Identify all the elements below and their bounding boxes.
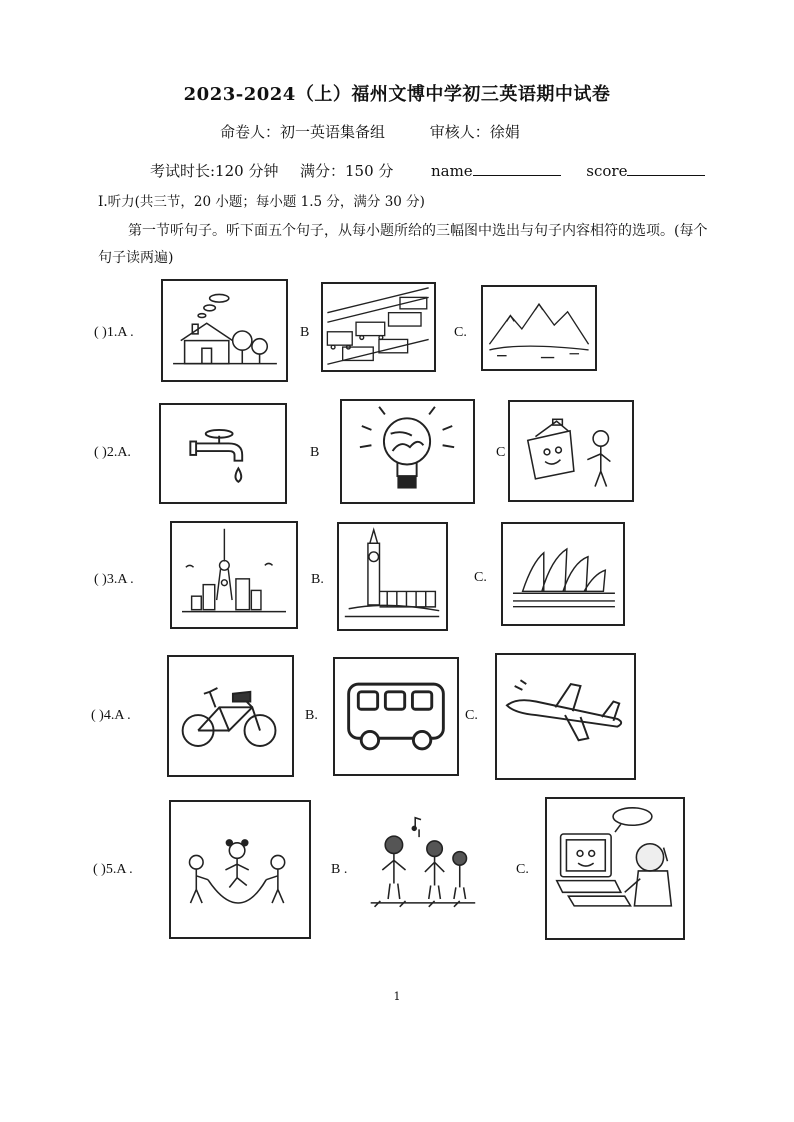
question-3-option-b: B. [311, 572, 324, 587]
name-label: name [430, 162, 473, 180]
question-2-option-c: C [496, 445, 506, 460]
total-score-text: 满分：150 分 [300, 162, 394, 180]
score-label: score [586, 162, 628, 180]
house-icon[interactable] [161, 279, 288, 382]
author-line [220, 121, 560, 142]
reviewer-text: 审核人：徐娟 [429, 123, 520, 141]
section-instruction: 第一节听句子。听下面五个句子，从每小题所给的三幅图中选出与句子内容相符的选项。(每个句子读两遍) [98, 223, 708, 266]
setter-text: 命卷人：初一英语集备组 [220, 123, 386, 141]
shanghai-tower-icon[interactable] [170, 521, 298, 629]
page-title: 2023-2024（上）福州文博中学初三英语期中试卷 [183, 84, 611, 105]
question-1-number: ( )1.A . [94, 325, 134, 340]
exam-meta [150, 160, 705, 181]
light-bulb-earth-icon[interactable] [340, 399, 475, 504]
recycling-bin-icon[interactable] [508, 400, 634, 502]
children-skipping-rope-icon[interactable] [169, 800, 311, 939]
question-4-number: ( )4.A . [91, 708, 131, 723]
boy-computer-icon[interactable] [545, 797, 685, 940]
question-5-number: ( )5.A . [93, 862, 133, 877]
question-1-option-c: C. [454, 325, 467, 340]
question-4-option-b: B. [305, 708, 318, 723]
question-2-number: ( )2.A. [94, 445, 131, 460]
time-text: 考试时长:120 分钟 [150, 162, 279, 180]
question-1-option-b: B [300, 325, 310, 340]
airplane-icon[interactable] [495, 653, 636, 780]
bicycle-icon[interactable] [167, 655, 294, 777]
dripping-tap-icon[interactable] [159, 403, 287, 504]
page-number: 1 [393, 990, 401, 1003]
name-field[interactable] [473, 161, 561, 176]
bus-icon[interactable] [333, 657, 459, 776]
score-field[interactable] [627, 161, 705, 176]
question-5-option-b: B . [331, 862, 348, 877]
question-5-option-c: C. [516, 862, 529, 877]
children-singing-icon[interactable] [359, 800, 484, 939]
sydney-opera-house-icon[interactable] [501, 522, 625, 626]
traffic-jam-icon[interactable] [321, 282, 436, 372]
section-heading: Ⅰ.听力(共三节，20 小题；每小题 1.5 分，满分 30 分) [98, 194, 425, 210]
question-3-number: ( )3.A . [94, 572, 134, 587]
question-4-option-c: C. [465, 708, 478, 723]
question-2-option-b: B [310, 445, 320, 460]
mountains-icon[interactable] [481, 285, 597, 371]
question-3-option-c: C. [474, 570, 487, 585]
big-ben-icon[interactable] [337, 522, 448, 631]
